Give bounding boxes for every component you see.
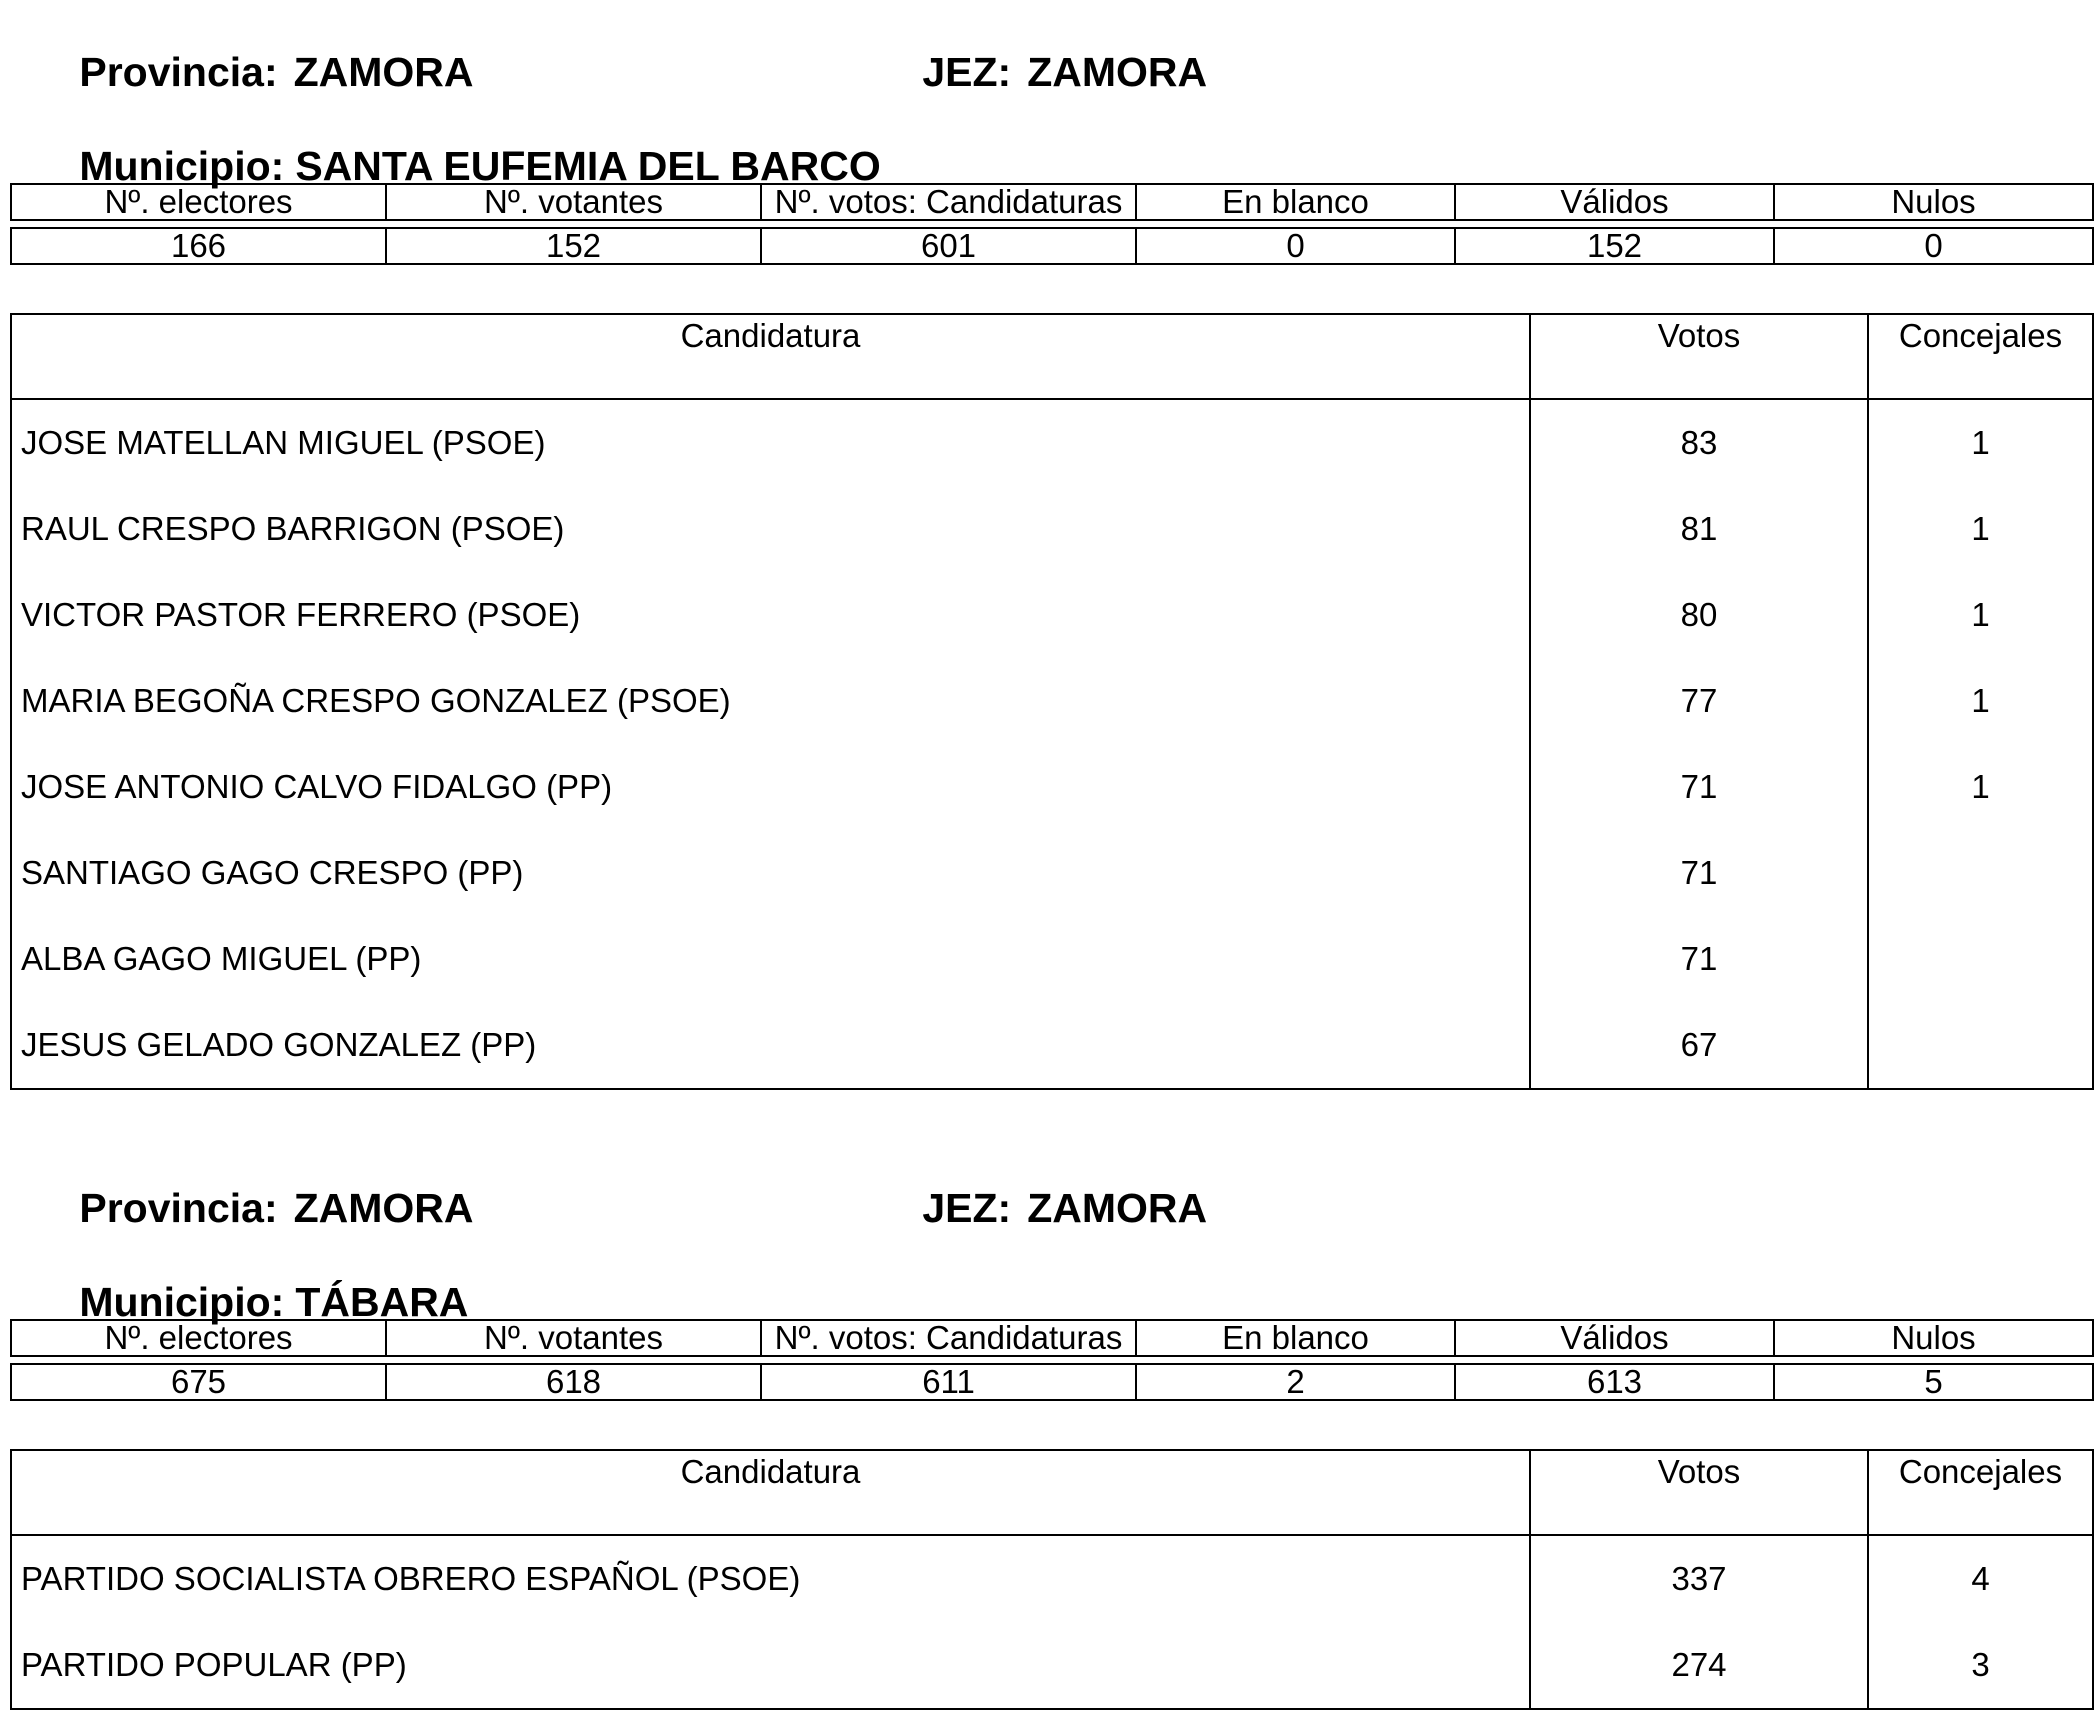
candidate-name: PARTIDO POPULAR (PP) (11, 1622, 1530, 1709)
candidatura-header: Candidatura (11, 314, 1530, 399)
candidate-votos: 81 (1530, 486, 1868, 572)
concejales-header: Concejales (1868, 1450, 2093, 1535)
candidate-concejales (1868, 830, 2093, 916)
table-row (11, 572, 2093, 658)
municipio-label: Municipio: (79, 1279, 285, 1325)
table-row (11, 830, 2093, 916)
candidate-name: RAUL CRESPO BARRIGON (PSOE) (11, 486, 1530, 572)
candidate-name: JOSE ANTONIO CALVO FIDALGO (PP) (11, 744, 1530, 830)
concejales-header: Concejales (1868, 314, 2093, 399)
candidate-votos: 77 (1530, 658, 1868, 744)
municipio-value: SANTA EUFEMIA DEL BARCO (295, 143, 881, 189)
summary-header-cell: Válidos (1455, 184, 1774, 220)
provincia-value: ZAMORA (293, 49, 474, 95)
summary-value-cell: 618 (386, 1364, 761, 1400)
summary-value-cell: 611 (761, 1364, 1136, 1400)
candidate-concejales: 3 (1868, 1622, 2093, 1709)
candidate-concejales: 1 (1868, 658, 2093, 744)
candidate-votos: 274 (1530, 1622, 1868, 1709)
summary-header-cell: Válidos (1455, 1320, 1774, 1356)
provincia-label: Provincia: (79, 1185, 278, 1231)
provincia-label: Provincia: (79, 49, 278, 95)
summary-header-cell: En blanco (1136, 184, 1455, 220)
candidates-table (10, 313, 2094, 1090)
summary-value-row (11, 228, 2093, 264)
table-row (11, 486, 2093, 572)
candidate-votos: 80 (1530, 572, 1868, 658)
jez-heading (854, 0, 1207, 144)
jez-label: JEZ: (922, 1185, 1012, 1231)
table-row (11, 1535, 2093, 1622)
table-row (11, 744, 2093, 830)
votos-header: Votos (1530, 1450, 1868, 1535)
table-row (11, 399, 2093, 486)
candidate-concejales (1868, 1002, 2093, 1089)
candidates-header-row (11, 314, 2093, 399)
candidate-name: MARIA BEGOÑA CRESPO GONZALEZ (PSOE) (11, 658, 1530, 744)
candidate-name: SANTIAGO GAGO CRESPO (PP) (11, 830, 1530, 916)
candidate-name: JOSE MATELLAN MIGUEL (PSOE) (11, 399, 1530, 486)
summary-value-cell: 2 (1136, 1364, 1455, 1400)
candidate-votos: 71 (1530, 830, 1868, 916)
candidate-name: JESUS GELADO GONZALEZ (PP) (11, 1002, 1530, 1089)
summary-value-row (11, 1364, 2093, 1400)
summary-header-cell: Nulos (1774, 1320, 2093, 1356)
summary-table (10, 1319, 2094, 1401)
summary-value-cell: 0 (1774, 228, 2093, 264)
jez-heading (854, 1136, 1207, 1280)
municipio-label: Municipio: (79, 143, 285, 189)
table-row (11, 916, 2093, 1002)
candidate-name: VICTOR PASTOR FERRERO (PSOE) (11, 572, 1530, 658)
candidate-name: ALBA GAGO MIGUEL (PP) (11, 916, 1530, 1002)
candidate-concejales: 4 (1868, 1535, 2093, 1622)
summary-header-cell: Nº. votantes (386, 184, 761, 220)
candidate-name: PARTIDO SOCIALISTA OBRERO ESPAÑOL (PSOE) (11, 1535, 1530, 1622)
summary-header-cell: Nulos (1774, 184, 2093, 220)
candidate-votos: 83 (1530, 399, 1868, 486)
summary-header-cell: Nº. votos: Candidaturas (761, 1320, 1136, 1356)
votos-header: Votos (1530, 314, 1868, 399)
candidatura-header: Candidatura (11, 1450, 1530, 1535)
candidates-table (10, 1449, 2094, 1710)
summary-header-row (11, 1320, 2093, 1356)
municipio-value: TÁBARA (295, 1279, 469, 1325)
summary-header-cell: Nº. votantes (386, 1320, 761, 1356)
table-row (11, 658, 2093, 744)
summary-value-cell: 152 (1455, 228, 1774, 264)
jez-value: ZAMORA (1027, 1185, 1208, 1231)
summary-value-cell: 613 (1455, 1364, 1774, 1400)
summary-value-cell: 675 (11, 1364, 386, 1400)
candidate-concejales: 1 (1868, 572, 2093, 658)
candidate-concejales: 1 (1868, 486, 2093, 572)
provincia-value: ZAMORA (293, 1185, 474, 1231)
candidate-concejales: 1 (1868, 399, 2093, 486)
summary-value-cell: 166 (11, 228, 386, 264)
summary-header-cell: Nº. votos: Candidaturas (761, 184, 1136, 220)
jez-value: ZAMORA (1027, 49, 1208, 95)
candidate-concejales (1868, 916, 2093, 1002)
summary-header-row (11, 184, 2093, 220)
jez-label: JEZ: (922, 49, 1012, 95)
summary-value-cell: 152 (386, 228, 761, 264)
summary-value-cell: 601 (761, 228, 1136, 264)
summary-gap (11, 1356, 2093, 1364)
candidate-votos: 337 (1530, 1535, 1868, 1622)
candidate-votos: 71 (1530, 916, 1868, 1002)
summary-header-cell: Nº. electores (11, 1320, 386, 1356)
table-row (11, 1002, 2093, 1089)
summary-table (10, 183, 2094, 265)
summary-value-cell: 5 (1774, 1364, 2093, 1400)
table-row (11, 1622, 2093, 1709)
summary-value-cell: 0 (1136, 228, 1455, 264)
summary-header-cell: Nº. electores (11, 184, 386, 220)
candidate-concejales: 1 (1868, 744, 2093, 830)
summary-gap (11, 220, 2093, 228)
summary-header-cell: En blanco (1136, 1320, 1455, 1356)
candidates-header-row (11, 1450, 2093, 1535)
candidate-votos: 71 (1530, 744, 1868, 830)
candidate-votos: 67 (1530, 1002, 1868, 1089)
